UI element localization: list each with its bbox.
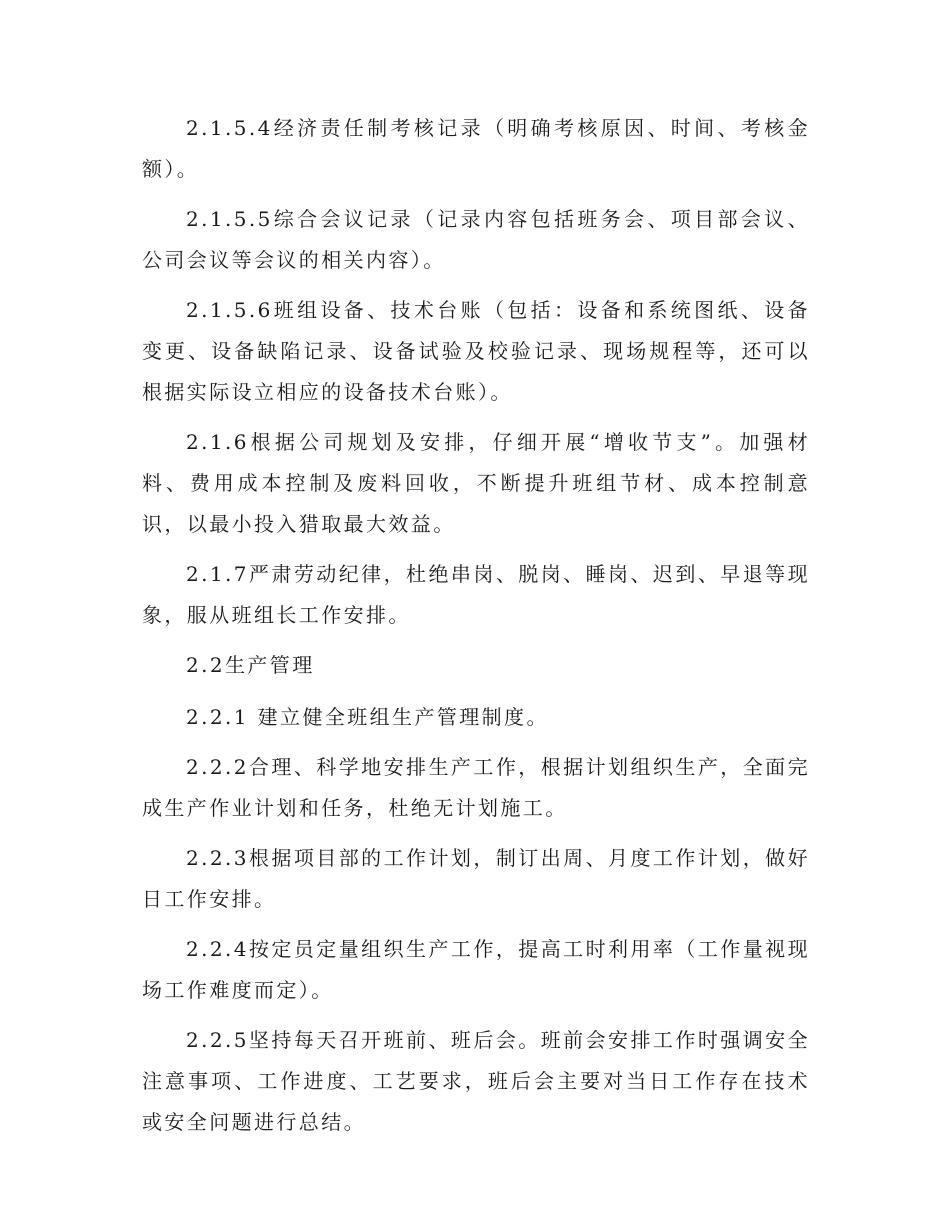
paragraph-2-1-5-5: 2.1.5.5综合会议记录（记录内容包括班务会、项目部会议、公司会议等会议的相关内容）。 — [142, 207, 810, 272]
paragraph-2-2-1: 2.2.1 建立健全班组生产管理制度。 — [186, 705, 549, 729]
paragraph-2-1-6: 2.1.6根据公司规划及安排，仔细开展“增收节支”。加强材料、费用成本控制及废料回收，不断提升班组节材、成本控制意识，以最小投入猎取最大效益。 — [142, 430, 810, 536]
paragraph-2-1-7: 2.1.7严肃劳动纪律，杜绝串岗、脱岗、睡岗、迟到、早退等现象，服从班组长工作安排。 — [142, 562, 810, 627]
paragraph-2-2-3: 2.2.3根据项目部的工作计划，制订出周、月度工作计划，做好日工作安排。 — [142, 846, 810, 911]
paragraph-2-2-5: 2.2.5坚持每天召开班前、班后会。班前会安排工作时强调安全注意事项、工作进度、工艺要求，班后会主要对当日工作存在技术或安全问题进行总结。 — [142, 1028, 810, 1134]
paragraph-2-1-5-6: 2.1.5.6班组设备、技术台账（包括：设备和系统图纸、设备变更、设备缺陷记录、设备试验及校验记录、现场规程等，还可以根据实际设立相应的设备技术台账）。 — [142, 298, 810, 404]
document-body — [142, 108, 810, 1152]
paragraph-2-1-5-4: 2.1.5.4经济责任制考核记录（明确考核原因、时间、考核金额）。 — [142, 116, 810, 181]
section-heading-2-2: 2.2生产管理 — [186, 653, 315, 677]
paragraph-2-2-4: 2.2.4按定员定量组织生产工作，提高工时利用率（工作量视现场工作难度而定）。 — [142, 937, 810, 1002]
paragraph-2-2-2: 2.2.2合理、科学地安排生产工作，根据计划组织生产，全面完成生产作业计划和任务，杜绝无计划施工。 — [142, 755, 810, 820]
